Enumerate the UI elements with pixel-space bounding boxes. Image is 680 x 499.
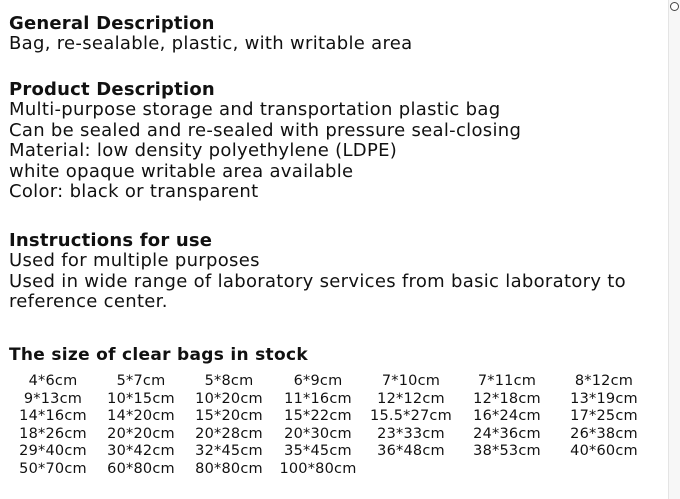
- size-cell: [363, 461, 459, 479]
- size-cell: 80*80cm: [195, 460, 263, 477]
- table-row: [9, 443, 653, 461]
- size-cell: 13*19cm: [570, 390, 638, 407]
- size-cell: 40*60cm: [570, 443, 638, 460]
- size-cell: 100*80cm: [279, 460, 357, 477]
- size-cell: 23*33cm: [377, 425, 445, 442]
- product-line: Multi-purpose storage and transportation plastic bag: [9, 99, 501, 120]
- size-cell: 15*22cm: [284, 408, 352, 425]
- product-description-section: [9, 80, 649, 203]
- size-cell: 14*16cm: [19, 408, 87, 425]
- size-cell: 12*12cm: [377, 390, 445, 407]
- instructions-heading: Instructions for use: [9, 230, 213, 251]
- size-cell: 9*13cm: [23, 390, 83, 407]
- size-cell: 50*70cm: [19, 460, 87, 477]
- general-description-section: [9, 14, 649, 55]
- size-cell: 6*9cm: [293, 373, 343, 389]
- size-cell: 20*28cm: [195, 425, 263, 442]
- table-row: [9, 391, 653, 409]
- product-line: Color: black or transparent: [9, 181, 259, 202]
- size-cell: 8*12cm: [574, 373, 634, 389]
- size-cell: 4*6cm: [28, 373, 78, 389]
- size-cell: 60*80cm: [107, 460, 175, 477]
- size-cell: 29*40cm: [19, 443, 87, 460]
- general-description-heading: General Description: [9, 13, 215, 34]
- product-line: Can be sealed and re-sealed with pressure seal-closing: [9, 119, 522, 141]
- vertical-scrollbar[interactable]: [668, 0, 680, 499]
- product-line: Material: low density polyethylene (LDPE): [9, 140, 398, 161]
- size-cell: 38*53cm: [473, 443, 541, 460]
- size-cell: [459, 461, 555, 479]
- size-cell: 24*36cm: [473, 425, 541, 442]
- general-description-text: Bag, re-sealable, plastic, with writable area: [9, 33, 413, 54]
- product-line: white opaque writable area available: [9, 160, 354, 182]
- size-cell: 7*11cm: [477, 373, 537, 389]
- size-cell: 16*24cm: [473, 408, 541, 425]
- table-row: [9, 426, 653, 444]
- size-cell: 5*7cm: [116, 373, 166, 389]
- size-cell: 17*25cm: [570, 408, 638, 425]
- size-cell: 30*42cm: [107, 443, 175, 460]
- size-cell: 11*16cm: [284, 390, 352, 407]
- size-cell: 12*18cm: [473, 390, 541, 407]
- table-row: [9, 373, 653, 391]
- scroll-handle-icon[interactable]: [670, 2, 679, 11]
- size-cell: 10*20cm: [195, 390, 263, 407]
- instructions-section: [9, 231, 649, 313]
- size-cell: 10*15cm: [107, 390, 175, 407]
- instructions-line: Used in wide range of laboratory services from basic laboratory to reference center.: [9, 270, 626, 312]
- size-cell: 7*10cm: [381, 373, 441, 389]
- size-cell: 14*20cm: [107, 408, 175, 425]
- size-cell: 32*45cm: [195, 443, 263, 460]
- size-cell: 20*20cm: [107, 425, 175, 442]
- size-cell: 26*38cm: [570, 425, 638, 442]
- size-cell: 5*8cm: [204, 373, 254, 389]
- sizes-section: [9, 345, 649, 365]
- instructions-line: Used for multiple purposes: [9, 250, 260, 271]
- table-row: [9, 461, 653, 479]
- size-cell: 15.5*27cm: [370, 408, 452, 425]
- sizes-heading: The size of clear bags in stock: [9, 345, 308, 365]
- product-description-heading: Product Description: [9, 79, 215, 100]
- size-cell: 18*26cm: [19, 425, 87, 442]
- size-table: [9, 373, 653, 479]
- size-cell: [555, 461, 653, 479]
- size-cell: 15*20cm: [195, 408, 263, 425]
- size-cell: 20*30cm: [284, 425, 352, 442]
- size-cell: 35*45cm: [284, 443, 352, 460]
- size-cell: 36*48cm: [377, 443, 445, 460]
- table-row: [9, 408, 653, 426]
